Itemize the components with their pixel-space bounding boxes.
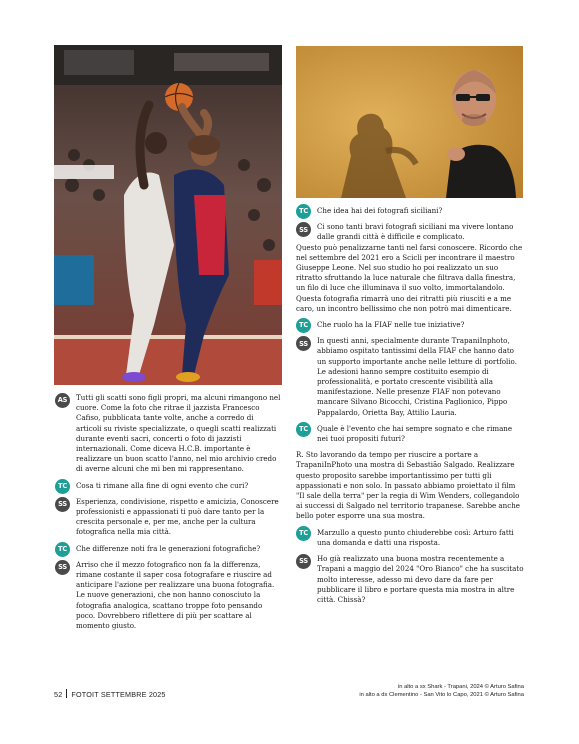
answer-text: Ho già realizzato una buona mostra recentemente a Trapani a maggio del 2024 "Oro Bianco" che ha suscitato molto interesse, adesso mi devo dare da fare per pubblicare il libro e portare questa mia mostra in altre città. Chissà? — [317, 554, 524, 604]
portrait-photo-illustration — [296, 46, 523, 198]
answer-continued-text: Questo può penalizzarne tanti nel farsi conoscere. Ricordo che nel settembre del 2021 ero a Scicli per incontrare il maestro Giuseppe Leone. Nel suo studio ho poi realizzato un suo ritratto sfruttando la luce naturale che filtrava dalla finestra, un filo di luce che illuminava il suo volto, immortalandolo. Questa fotografia rimarrà uno dei ritratti più riusciti e a me caro, un incontro bellissimo che non potrò mai dimenticare. — [296, 242, 523, 313]
question-4-right — [296, 528, 524, 548]
answer-2-right — [296, 336, 524, 418]
speaker-badge-tc: TC — [296, 318, 311, 333]
portrait-photo — [296, 46, 523, 198]
answer-text: R. Sto lavorando da tempo per riuscire a portare a TrapaniInPhoto una mostra di Sebastião Salgado. Realizzare questo proposito sarebbe importantissimo per tutti gli appassionati e non solo. In passato abbiamo proiettato il film "Il sale della terra" per la regia di Wim Wenders, collegandolo ai successi di Salgado nel territorio trapanese. Sarebbe anche bello poter esporre una sua mostra. — [296, 450, 520, 521]
answer-4-right — [296, 554, 524, 605]
question-text: Che differenze noti fra le generazioni fotografiche? — [76, 543, 261, 553]
speaker-badge-ss: SS — [55, 497, 70, 512]
answer-2-left — [55, 560, 281, 631]
answer-lead-text: Ci sono tanti bravi fotografi siciliani ma vivere lontano dalle grandi città è difficile e complicato. — [317, 222, 514, 242]
question-text: Cosa ti rimane alla fine di ogni evento che curi? — [76, 480, 249, 490]
answer-3-right — [296, 450, 524, 521]
left-text-column — [55, 393, 281, 637]
speaker-badge-ss: SS — [296, 336, 311, 351]
answer-text: Esperienza, condivisione, rispetto e amicizia, Conoscere professionisti e appassionati ti può dare tanto per la crescita personale e, per me, anche per la cultura fotografica nella mia città. — [76, 496, 279, 537]
question-text: Quale è l'evento che hai sempre sognato e che rimane nei tuoi propositi futuri? — [317, 423, 513, 444]
speaker-badge-tc: TC — [296, 204, 311, 219]
question-1-right — [296, 206, 524, 216]
speaker-badge-ss: SS — [55, 560, 70, 575]
basketball-photo — [54, 45, 282, 385]
magazine-issue: FOTOIT SETTEMBRE 2025 — [71, 690, 166, 699]
speaker-badge-tc: TC — [296, 526, 311, 541]
photo-credit-left: in alto a sx Shark - Trapani, 2024 © Arturo Safina — [397, 684, 524, 690]
photo-credit-right: in alto a dx Clementino - San Vito lo Capo, 2021 © Arturo Safina — [359, 692, 524, 699]
right-text-column — [296, 206, 524, 611]
photo-credits — [359, 683, 524, 699]
question-1-left — [55, 481, 281, 491]
footer-divider — [66, 689, 67, 698]
basketball-photo-illustration — [54, 45, 282, 385]
question-text: Marzullo a questo punto chiuderebbe così: Arturo fatti una domanda e datti una risposta. — [317, 527, 514, 547]
answer-intro — [55, 393, 281, 475]
page-number: 52 — [54, 690, 63, 699]
speaker-badge-tc: TC — [55, 542, 70, 557]
answer-intro-text: Tutti gli scatti sono figli propri, ma alcuni rimangono nel cuore. Come la foto che ritrae il jazzista Francesco Cafiso, pubblicata tante volte, anche a corredo di articoli su riviste specializzate, o quegli scatti realizzati durante eventi sacri, concerti o foto di jazzisti internazionali. Come diceva H.C.B. importante è realizzare un buon scatto l'anno, nel mio archivio credo di averne alcuni che mi ben mi rappresentano. — [76, 393, 281, 474]
question-2-right — [296, 320, 524, 330]
speaker-badge-tc: TC — [296, 422, 311, 437]
question-text: Che ruolo ha la FIAF nelle tue iniziative? — [317, 320, 465, 330]
speaker-badge-tc: TC — [55, 479, 70, 494]
answer-text: In questi anni, specialmente durante TrapaniInphoto, abbiamo ospitato tantissimi della FIAF che hanno dato un supporto importante anche nelle letture di portfolio. Le adesioni hanno sempre costituito esempio di professionalità, e portato crescente visibilità alla manifestazione. Nelle presenze FIAF non potevano mancare Silvano Bicocchi, Cristina Paglionico, Pippo Pappalardo, Orietta Bay, Attilio Lauria. — [317, 336, 517, 417]
answer-text: Arriso che il mezzo fotografico non fa la differenza, rimane costante il saper cosa fotografare e riuscire ad anticipare l'azione per realizzare una buona fotografia. Le nuove generazioni, che non hanno conosciuto la fotografia analogica, scattano troppe foto pensando poco. Dovrebbero riflettere di più per scattare al momento giusto. — [76, 559, 275, 631]
speaker-badge-ss: SS — [296, 554, 311, 569]
speaker-badge-ss: SS — [296, 222, 311, 237]
speaker-badge-as: AS — [55, 393, 70, 408]
question-3-right — [296, 424, 524, 444]
page-footer — [54, 689, 166, 699]
question-2-left — [55, 544, 281, 554]
question-text: Che idea hai dei fotografi siciliani? — [317, 206, 443, 215]
answer-1-right — [296, 222, 524, 314]
answer-1-left — [55, 497, 281, 538]
